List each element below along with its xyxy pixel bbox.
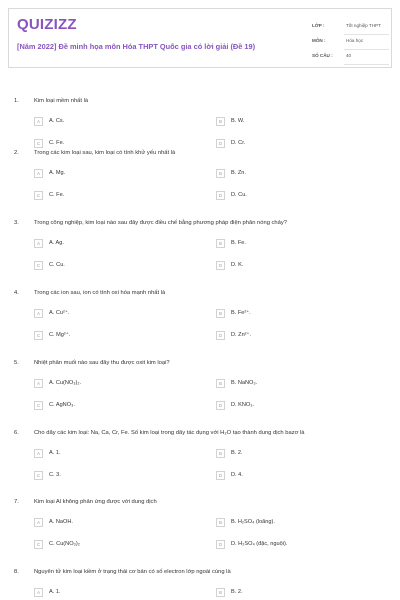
option-text: A. 1. [49,589,61,595]
option-letter-box[interactable]: D [216,331,225,340]
option-text: B. H₂SO₄ (loãng). [231,519,275,525]
option-letter-box[interactable]: B [216,117,225,126]
option-text: D. Cr. [231,140,246,146]
option-text: C. 3. [49,472,61,478]
meta-value: Hóa học [346,38,364,43]
option-letter-box[interactable]: D [216,139,225,148]
option-c[interactable] [34,401,184,412]
option-text: B. NaNO₃. [231,380,258,386]
option-d[interactable] [216,540,366,551]
option-text: C. Cu(NO₃)₂ [49,541,80,547]
option-d[interactable] [216,401,366,412]
question-text: Nguyên tử kim loại kiềm ở trạng thái cơ bản có số electron lớp ngoài cùng là [34,569,231,575]
option-text: C. Fe. [49,192,65,198]
option-letter-box[interactable]: A [34,518,43,527]
option-a[interactable] [34,379,184,390]
option-text: D. Cu. [231,192,247,198]
question-number: 8. [14,569,19,575]
option-text: B. Zn. [231,170,246,176]
meta-divider [344,64,389,65]
meta-divider [344,34,389,35]
option-c[interactable] [34,261,184,272]
option-text: B. 2. [231,589,243,595]
option-letter-box[interactable]: A [34,379,43,388]
option-text: B. Fe²⁺. [231,310,251,316]
question-number: 7. [14,499,19,505]
option-letter-box[interactable]: B [216,169,225,178]
option-text: B. 2. [231,450,243,456]
meta-row-class [306,21,393,35]
option-c[interactable] [34,191,184,202]
option-text: B. Fe. [231,240,246,246]
option-letter-box[interactable]: A [34,239,43,248]
option-a[interactable] [34,518,184,529]
option-letter-box[interactable]: B [216,518,225,527]
option-text: C. Fe. [49,140,65,146]
option-text: D. H₂SO₄ (đặc, nguội). [231,541,288,547]
worksheet-title: [Năm 2022] Đề minh họa môn Hóa THPT Quốc gia có lời giải (Đề 19) [17,42,256,51]
option-d[interactable] [216,191,366,202]
option-a[interactable] [34,239,184,250]
option-a[interactable] [34,309,184,320]
option-letter-box[interactable]: A [34,449,43,458]
meta-label: SỐ CÂU : [312,53,333,58]
option-letter-box[interactable]: B [216,588,225,597]
option-letter-box[interactable]: B [216,449,225,458]
option-d[interactable] [216,261,366,272]
option-letter-box[interactable]: A [34,588,43,597]
meta-label: LỚP : [312,23,325,28]
option-letter-box[interactable]: C [34,139,43,148]
option-letter-box[interactable]: B [216,309,225,318]
option-a[interactable] [34,169,184,180]
option-letter-box[interactable]: D [216,261,225,270]
option-letter-box[interactable]: C [34,191,43,200]
option-b[interactable] [216,518,366,529]
question-number: 3. [14,220,19,226]
option-b[interactable] [216,379,366,390]
option-letter-box[interactable]: C [34,540,43,549]
option-b[interactable] [216,309,366,320]
option-c[interactable] [34,331,184,342]
option-letter-box[interactable]: D [216,540,225,549]
option-text: C. Mg²⁺. [49,332,71,338]
option-letter-box[interactable]: C [34,331,43,340]
meta-value: 40 [346,53,352,58]
option-text: A. NaOH. [49,519,73,525]
option-letter-box[interactable]: C [34,471,43,480]
option-text: D. KNO₃. [231,402,255,408]
question-text: Kim loại mềm nhất là [34,98,89,104]
question-number: 5. [14,360,19,366]
option-text: A. Mg. [49,170,66,176]
option-text: C. Cu. [49,262,65,268]
question-text: Trong các kim loại sau, kim loại có tính khử yếu nhất là [34,150,176,156]
option-text: D. Zn²⁺. [231,332,252,338]
option-text: A. Cu²⁺. [49,310,70,316]
option-text: C. AgNO₃. [49,402,75,408]
option-letter-box[interactable]: A [34,117,43,126]
meta-row-count [306,51,393,65]
option-text: D. 4. [231,472,243,478]
option-a[interactable] [34,117,184,128]
option-text: A. Cs. [49,118,65,124]
question-text: Kim loại Al không phản ứng được với dung dịch [34,499,157,505]
option-a[interactable] [34,588,184,599]
option-letter-box[interactable]: D [216,401,225,410]
meta-row-subject [306,36,393,50]
option-c[interactable] [34,471,184,482]
worksheet-header [8,8,392,68]
option-c[interactable] [34,139,184,150]
option-b[interactable] [216,117,366,128]
question-text: Trong công nghiệp, kim loại nào sau đây được điều chế bằng phương pháp điện phân nóng chảy? [34,220,287,226]
option-d[interactable] [216,331,366,342]
option-b[interactable] [216,169,366,180]
option-text: B. W. [231,118,245,124]
meta-value: Tốt nghiệp THPT [346,23,381,28]
question-text: Cho dãy các kim loại: Na, Ca, Cr, Fe. Số kim loại trong dãy tác dụng với H₂O tạo thành dung dịch bazơ là [34,430,305,436]
question-number: 1. [14,98,19,104]
meta-label: MÔN : [312,38,326,43]
option-letter-box[interactable]: C [34,261,43,270]
option-letter-box[interactable]: B [216,239,225,248]
option-b[interactable] [216,449,366,460]
option-b[interactable] [216,588,366,599]
option-a[interactable] [34,449,184,460]
question-number: 2. [14,150,19,156]
option-text: A. Ag. [49,240,64,246]
option-text: A. Cu(NO₃)₂. [49,380,82,386]
option-letter-box[interactable]: D [216,191,225,200]
option-letter-box[interactable]: C [34,401,43,410]
option-text: D. K. [231,262,244,268]
question-text: Nhiệt phân muối nào sau đây thu được oxit kim loại? [34,360,170,366]
option-letter-box[interactable]: B [216,379,225,388]
question-text: Trong các ion sau, ion có tính oxi hóa mạnh nhất là [34,290,166,296]
option-b[interactable] [216,239,366,250]
option-letter-box[interactable]: A [34,309,43,318]
option-d[interactable] [216,139,366,150]
option-letter-box[interactable]: A [34,169,43,178]
option-letter-box[interactable]: D [216,471,225,480]
meta-divider [344,49,389,50]
quizizz-logo: QUIZIZZ [17,16,77,33]
option-c[interactable] [34,540,184,551]
option-d[interactable] [216,471,366,482]
question-number: 6. [14,430,19,436]
question-number: 4. [14,290,19,296]
option-text: A. 1. [49,450,61,456]
